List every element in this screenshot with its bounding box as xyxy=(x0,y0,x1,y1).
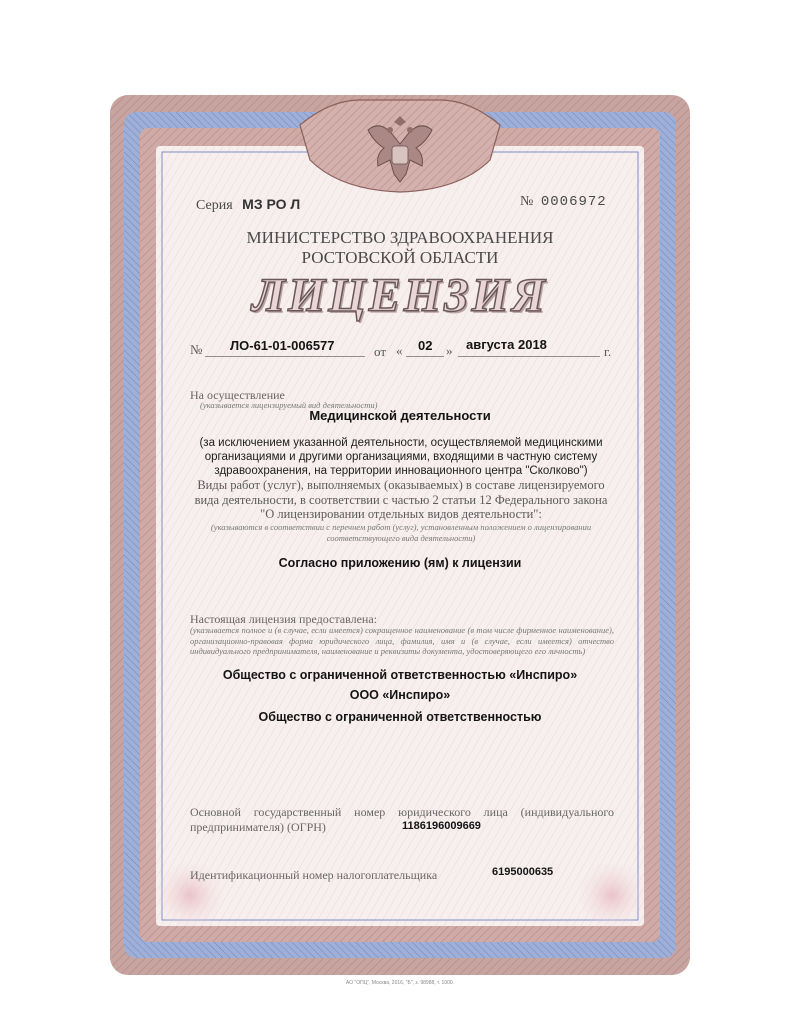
activity-label: На осуществление xyxy=(190,388,285,402)
grantee-intro: Настоящая лицензия предоставлена: xyxy=(190,612,377,626)
series-label: Серия xyxy=(196,198,233,213)
document-title: ЛИЦЕНЗИЯ xyxy=(252,269,548,322)
inn-label: Идентификационный номер налогоплательщика xyxy=(190,868,438,882)
year-suffix: г. xyxy=(604,344,612,359)
grantee-hint: (указывается полное и (в случае, если имеется) сокращенное наименование (в том числе фирменное наименование), организационно-правовая форма юридического лица, фамилия, имя и (в случае, если имеется) отчество индивидуального предпринимателя, наименование и реквизиты документа, удостоверяющего его личность) xyxy=(190,625,614,657)
grantee-legal-form: Общество с ограниченной ответственностью xyxy=(258,710,542,724)
license-month-year: августа 2018 xyxy=(466,337,547,352)
printer-note: АО "ОПЦ", Москва, 2016, "Б", з. 98988, т. 1000. xyxy=(345,980,455,986)
series-row xyxy=(196,196,300,214)
grantee-short-name: ООО «Инспиро» xyxy=(349,688,451,702)
coat-of-arms-icon xyxy=(362,108,438,188)
license-day: 02 xyxy=(418,338,433,353)
activity-value: Медицинской деятельности xyxy=(309,408,491,423)
license-no-label: № xyxy=(190,342,203,357)
number-symbol: № xyxy=(520,194,534,209)
number-row xyxy=(520,194,607,210)
issuer-block xyxy=(180,228,620,268)
from-label: от xyxy=(374,344,387,359)
works-text: Виды работ (услуг), выполняемых (оказываемых) в составе лицензируемого вида деятельности, в соответствии с частью 2 статьи 12 Федерального закона "О лицензировании отдельных видов деятельности": xyxy=(194,478,608,521)
works-value: Согласно приложению (ям) к лицензии xyxy=(278,556,522,570)
issuer-line-1: МИНИСТЕРСТВО ЗДРАВООХРАНЕНИЯ xyxy=(246,228,554,247)
grantee-full-name: Общество с ограниченной ответственностью «Инспиро» xyxy=(222,668,578,682)
number-value: 0006972 xyxy=(540,194,607,210)
series-value: МЗ РО Л xyxy=(242,196,301,212)
activity-hint: (указывается лицензируемый вид деятельности) xyxy=(200,400,378,410)
works-hint: (указываются в соответствии с перечнем работ (услуг), установленным положением о лицензировании соответствующего вида деятельности) xyxy=(210,522,592,543)
license-number: ЛО-61-01-006577 xyxy=(230,338,335,353)
activity-note: (за исключением указанной деятельности, осуществляемой медицинскими организациями и другими организациями, входящими в частную систему здравоохранения, на территории инновационного центра "Сколково") xyxy=(199,437,603,477)
quote-close: » xyxy=(446,343,453,358)
ogrn-value: 1186196009669 xyxy=(402,820,481,832)
quote-open: « xyxy=(396,343,403,358)
inn-value: 6195000635 xyxy=(492,866,554,878)
ogrn-label: Основной государственный номер юридического лица (индивидуального предпринимателя) (ОГРН) xyxy=(190,805,614,834)
issuer-line-2: РОСТОВСКОЙ ОБЛАСТИ xyxy=(301,248,499,267)
